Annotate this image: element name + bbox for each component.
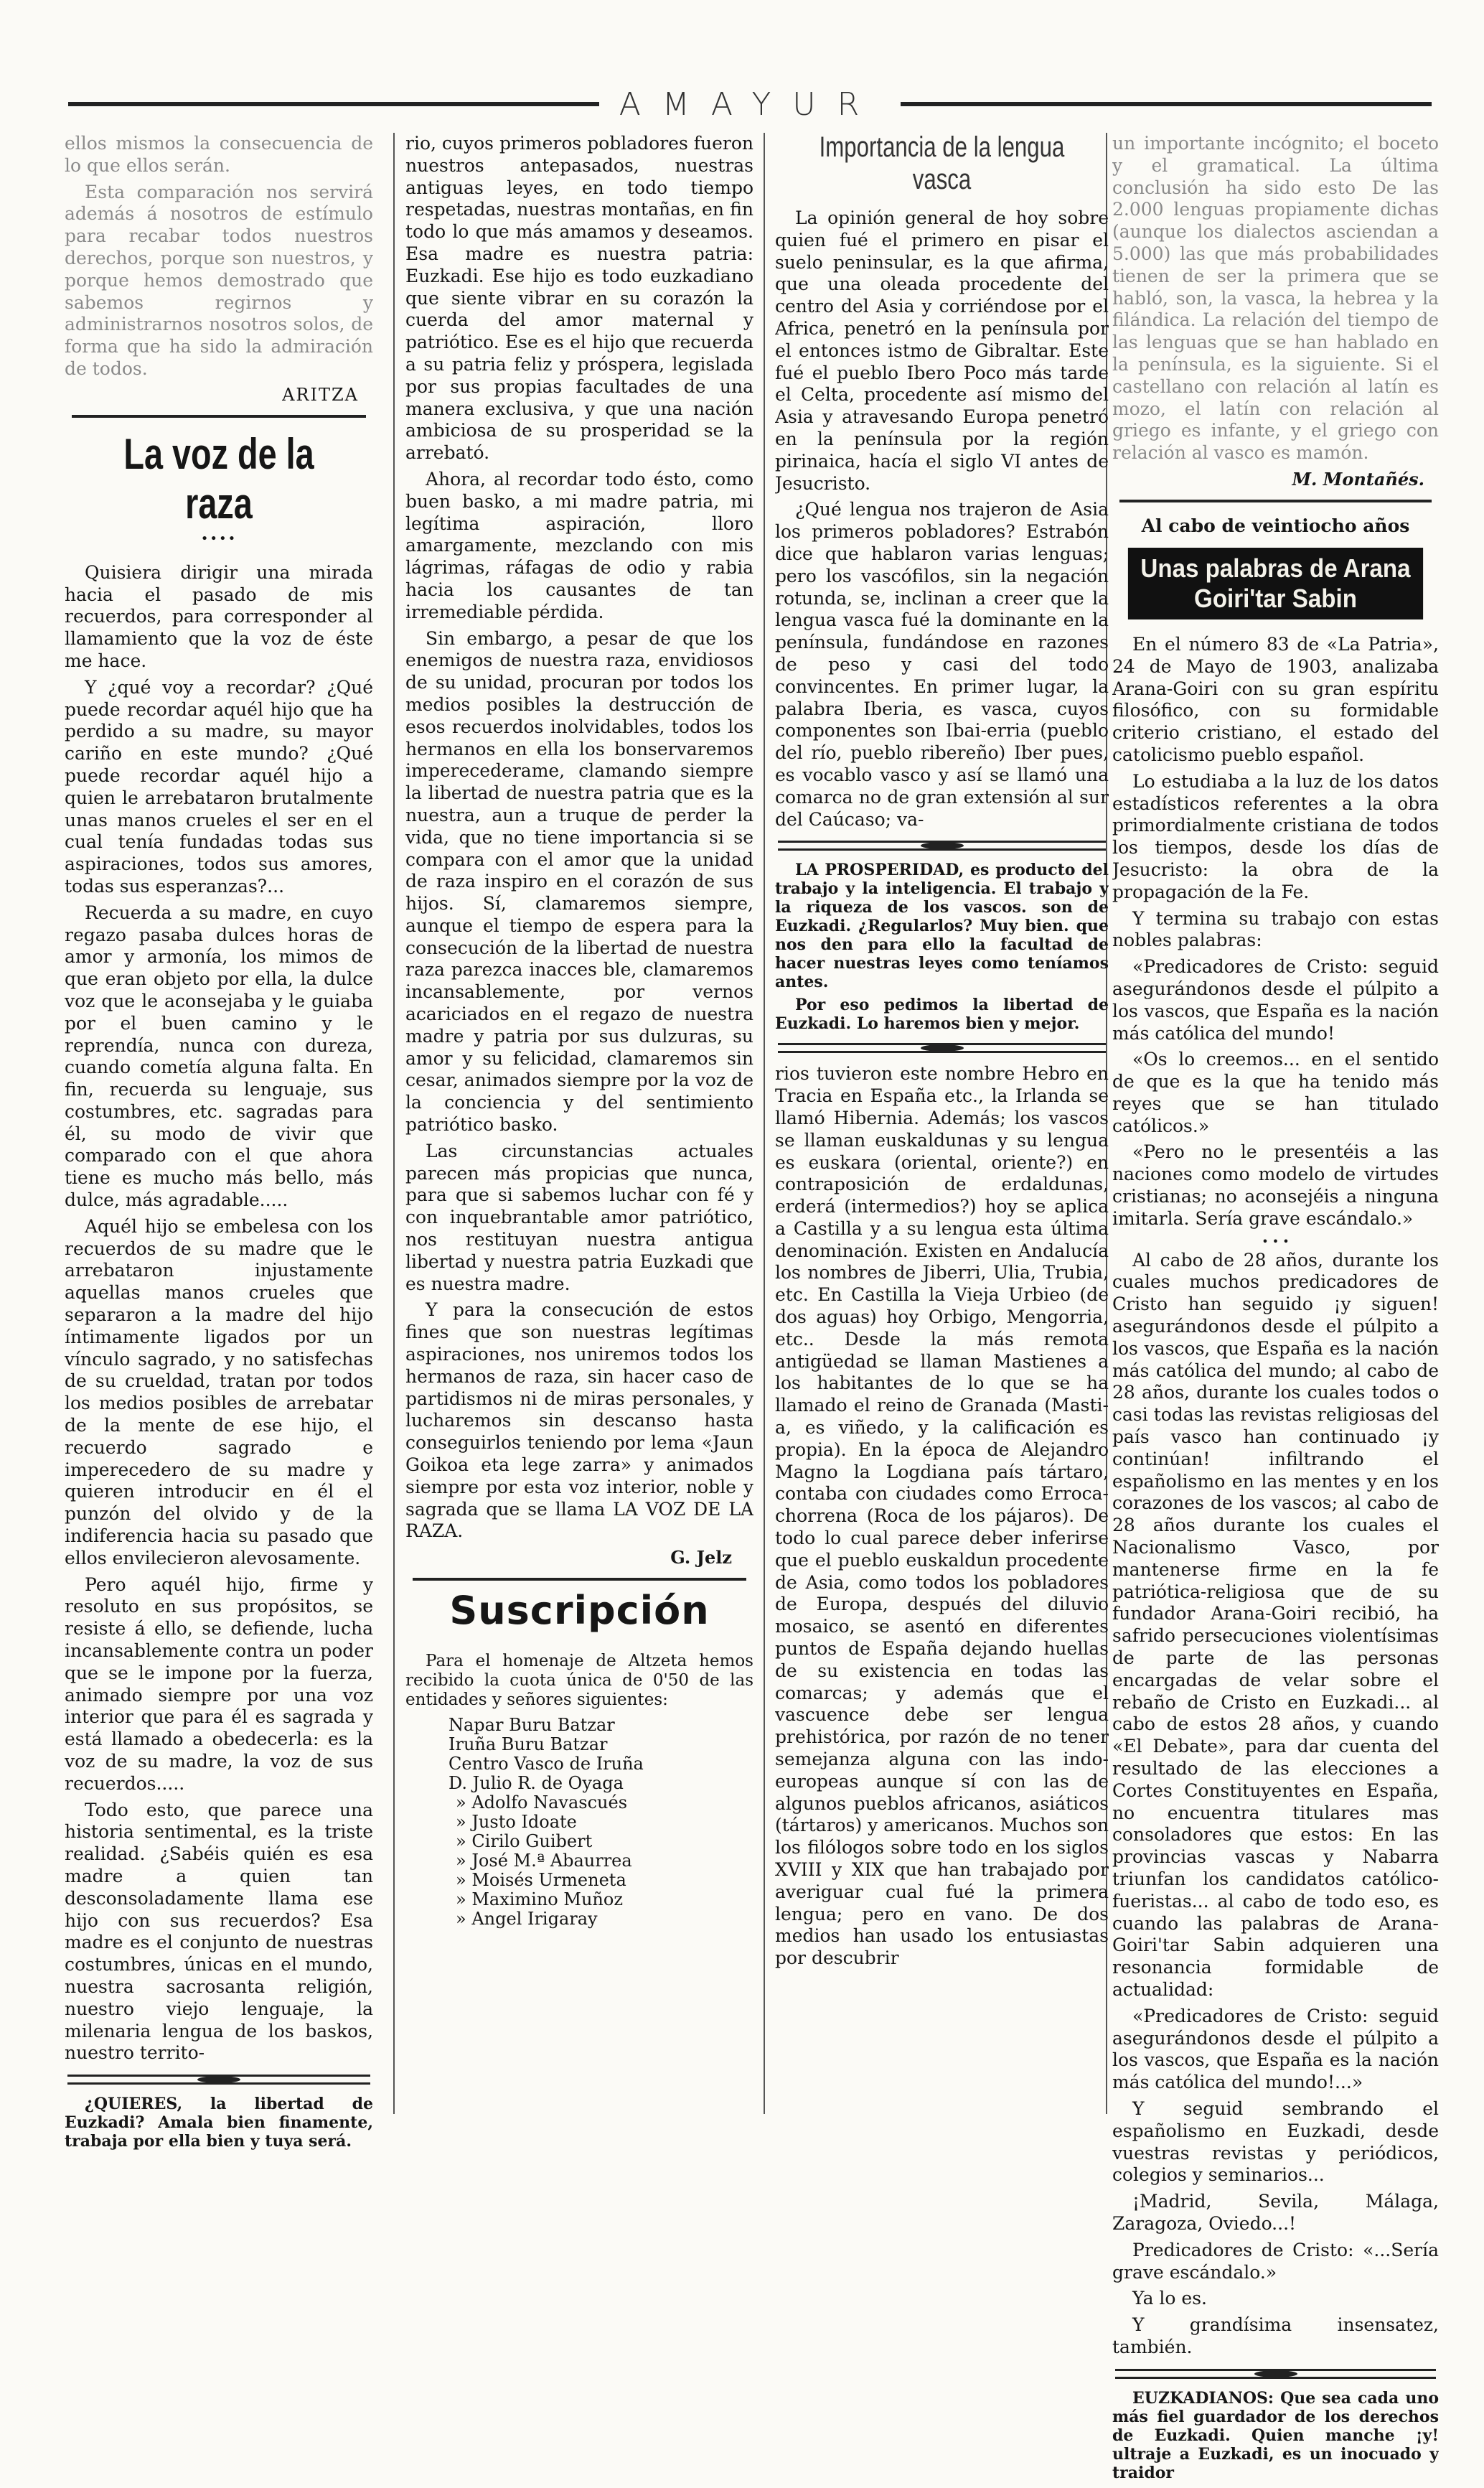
list-item: » Cirilo Guibert <box>456 1831 593 1852</box>
article-paragraph: Y para la consecución de estos fines que son nuestras legítimas aspiraciones, nos uniremos todos los hermanos de raza, sin hacer caso de partidismos ni de miras personales, y lucharemos sin descanso hasta conseguirlos teniendo por lema «Jaun Goikoa eta lege zarra» y animados siempre por esta voz interior, noble y sagrada que se llama LA VOZ DE LA RAZA. <box>405 1299 753 1542</box>
article-paragraph: Sin embargo, a pesar de que los enemigos de nuestra raza, envidiosos de su unidad, procuran por todos los medios posibles la destrucción de esos recuerdos inolvidables, todos los hermanos en ella los bonservaremos imperecederame, clamando siempre la libertad de nuestra patria que es la nuestra, aun a truque de perder la vida, que no tiene importancia si se compara con el amor que la unidad de raza inspiro en el corazón de sus hijos. Sí, clamaremos siempre, aunque el tiempo de espera para la consecución de la libertad de nuestra raza parezca inacces ble, clamaremos incansablemente, por vernos acariciados en el regazo de nuestra madre y patria por sus dulzuras, su amor y su felicidad, clamaremos sin cesar, animados siempre por la voz de la conciencia y del sentimiento patriótico basko. <box>405 627 753 1136</box>
ornamental-rule <box>1115 2369 1436 2379</box>
article-paragraph: «Predicadores de Cristo: seguid asegurándonos desde el púlpito a los vascos, que España es la nación más católica del mundo!...» <box>1112 2005 1439 2093</box>
article-paragraph: Quisiera dirigir una mirada hacia el pasado de mis recuerdos, para corresponder al llamamiento que la voz de éste me hace. <box>65 561 373 671</box>
article-paragraph: «Os lo creemos... en el sentido de que es la que ha tenido más reyes que se han titulado católicos.» <box>1112 1049 1439 1136</box>
subscription-list <box>449 1716 753 1929</box>
notice-text: Por eso pedimos la libertad de Euzkadi. Lo haremos bien y mejor. <box>775 996 1109 1034</box>
column-2 <box>405 133 753 1929</box>
boxed-notice <box>1112 2389 1439 2482</box>
divider <box>1119 500 1432 502</box>
boxed-notice <box>65 2095 373 2151</box>
subscription-intro: Para el homenaje de Altzeta hemos recibido la cuota única de 0'50 de las entidades y señores siguientes: <box>405 1652 753 1710</box>
article-paragraph: Esta comparación nos servirá además á nosotros de estímulo para recabar todos nuestros derechos, porque son nuestros, y porque hemos demostrado que sabemos regirnos y administrarnos nosotros solos, de forma que ha sido la admiración de todos. <box>65 181 373 379</box>
article-paragraph: La opinión general de hoy sobre quien fué el primero en pisar el suelo peninsular, es la que afirma, que una oleada procedente del centro del Asia y corriéndose por el Africa, penetró en la península por el entonces istmo de Gibraltar. Este fué el pueblo Ibero Poco más tarde el Celta, procedente así mismo del Asia y atravesando Europa penetró en la península por la región pirinaica, hacía el siglo VI antes de Jesucristo. <box>775 207 1109 494</box>
list-item: » Adolfo Navascués <box>456 1792 628 1813</box>
article-signature: G. Jelz <box>670 1547 732 1568</box>
column-divider <box>764 133 765 2114</box>
list-item: D. Julio R. de Oyaga <box>449 1773 624 1794</box>
column-divider <box>393 133 395 2114</box>
article-paragraph: Pero aquél hijo, firme y resoluto en sus propósitos, se resiste á ello, se defiende, lucha incansablemente contra un poder que se le impone por la fuerza, animado siempre por una voz interior que para él es sagrada y está llamado a obedecerla: es la voz de su madre, la voz de sus recuerdos..... <box>65 1573 373 1794</box>
article-signature: ARITZA <box>282 384 359 405</box>
article-kicker: Al cabo de veintiocho años <box>1141 515 1410 536</box>
list-item: » Moisés Urmeneta <box>456 1870 626 1891</box>
article-signature: M. Montañés. <box>1292 468 1424 490</box>
list-item: Centro Vasco de Iruña <box>449 1754 644 1774</box>
article-headline: Unas palabras de Arana Goiri'tar Sabin <box>1128 548 1423 619</box>
column-1 <box>65 133 373 2156</box>
list-item: » Angel Irigaray <box>456 1909 598 1930</box>
article-paragraph: Las circunstancias actuales parecen más propicias que nunca, para que si sabemos luchar con fé y con inquebrantable amor patriótico, nos restituyan nuestra antigua libertad y nuestra patria Euzkadi que es nuestra madre. <box>405 1140 753 1294</box>
article-paragraph: «Predicadores de Cristo: seguid asegurándonos desde el púlpito a los vascos, que España es la nación más católica del mundo! <box>1112 956 1439 1044</box>
article-paragraph: Ya lo es. <box>1132 2288 1207 2309</box>
article-paragraph: Y seguid sembrando el españolismo en Euzkadi, desde vuestras revistas y periódicos, colegios y seminarios... <box>1112 2098 1439 2186</box>
column-4 <box>1112 133 1439 2488</box>
article-headline: La voz de la raza <box>123 429 314 528</box>
divider <box>413 1578 746 1581</box>
notice-text: LA PROSPERIDAD, es producto del trabajo y la inteligencia. El trabajo y la riqueza de los vascos. son de Euzkadi. ¿Regularlos? Muy bien. que nos den para ello la facultad de hacer nuestras leyes como teníamos antes. <box>775 861 1109 992</box>
article-headline: Importancia de la lengua vasca <box>819 133 1065 195</box>
article-paragraph: Aquél hijo se embelesa con los recuerdos de su madre que le arrebataron injustamente aquellas manos crueles que separaron a la madre del hijo íntimamente ligados por un vínculo sagrado, y no satisfechas de su crueldad, tratan por todos los medios posibles de arrebatar de la mente de ese hijo, el recuerdo sagrado e imperecedero de su madre y quieren introducir en él el punzón del olvido y de la indiferencia hacia su pasado que ellos envilecieron alevosamente. <box>65 1215 373 1568</box>
notice-text: ¿QUIERES, la libertad de Euzkadi? Amala bien finamente, trabaja por ella bien y tuya será. <box>65 2095 373 2151</box>
ornamental-rule <box>67 2075 370 2085</box>
article-paragraph: un importante incógnito; el boceto y el gramatical. La última conclusión ha sido esto De las 2.000 lenguas propiamente dichas (aunque los dialectos asciendan a 5.000) las que más probabilidades tienen de ser la primera que se habló, son, la vasca, la hebrea y la filándica. La relación del tiempo de las lenguas que se han hablado en la península, es la siguiente. Si el castellano con relación al latín es mozo, el latín con relación al griego es infante, y el griego con relación al vasco es mamón. <box>1112 133 1439 464</box>
masthead-title: AMAYUR <box>619 86 881 123</box>
article-paragraph: Al cabo de 28 años, durante los cuales muchos predicadores de Cristo han seguido ¡y siguen! asegurándonos desde el púlpito a los vascos, que España es la nación más católica del mundo; al cabo de 28 años, durante los cuales todos o casi todas las revistas religiosas del país vasco han continuado ¡y continúan! infiltrando el españolismo en las mentes y en los corazones de los vascos; al cabo de 28 años durante los cuales el Nacionalismo Vasco, por mantenerse firme en la fe patriótica-religiosa que de su fundador Arana-Goiri recibió, ha safrido persecuciones violentísimas de parte de las personas encargadas de velar sobre el rebaño de Cristo en Euzkadi... al cabo de estos 28 años, y cuando «El Debate», para dar cuenta del resultado de las elecciones a Cortes Constituyentes en España, no encuentra titulares mas consoladores que estos: En las provincias vascas y Nabarra triunfan los candidatos católico-fueristas... al cabo de todo eso, es cuando las palabras de Arana-Goiri'tar Sabin adquieren una resonancia formidable de actualidad: <box>1112 1249 1439 2000</box>
article-paragraph: Predicadores de Cristo: «...Sería grave escándalo.» <box>1112 2239 1439 2283</box>
article-paragraph: En el número 83 de «La Patria», 24 de Mayo de 1903, analizaba Arana-Goiri con su gran espíritu filosófico, con su formidable criterio cristiano, el estado del catolicismo pueblo español. <box>1112 633 1439 765</box>
article-paragraph: ellos mismos la consecuencia de lo que ellos serán. <box>65 133 373 176</box>
ornament: •••• <box>200 530 238 546</box>
ornamental-rule <box>778 1043 1106 1053</box>
list-item: » Maximino Muñoz <box>456 1889 623 1910</box>
article-paragraph: ¿Qué lengua nos trajeron de Asia los primeros pobladores? Estrabón dice que hablaron varias lenguas; pero los vascófilos, sin la negación rotunda, se, inclinan a creer que la lengua vasca fué la dominante en la península, fundándose en razones de peso y casi del todo convincentes. En primer lugar, la palabra Iberia, es vasca, cuyos componentes son Ibai-erria (pueblo del río, pueblo ribereño) Iber pues, es vocablo vasco y así se llamó una comarca no de gran extensión al sur del Caúcaso; va- <box>775 499 1109 830</box>
article-paragraph: rio, cuyos primeros pobladores fueron nuestros antepasados, nuestras antiguas leyes, en todo tiempo respetadas, nuestras montañas, en fin todo lo que más amamos y deseamos. Esa madre es nuestra patria: Euzkadi. Ese hijo es todo euzkadiano que siente vibrar en su corazón la cuerda del amor maternal y patriótico. Ese es el hijo que recuerda a su patria feliz y próspera, legislada por sus propias facultades de una manera exclusiva, y que una nación ambiciosa de su prosperidad se la arrebató. <box>405 133 753 464</box>
article-paragraph: Y termina su trabajo con estas nobles palabras: <box>1112 907 1439 951</box>
article-paragraph: Y grandísima insensatez, también. <box>1112 2314 1439 2357</box>
article-paragraph: Todo esto, que parece una historia sentimental, es la triste realidad. ¿Sabéis quién es esa madre a quien tan desconsoladamente llama ese hijo con sus recuerdos? Esa madre es el conjunto de nuestras costumbres, únicas en el mundo, nuestra sacrosanta religión, nuestro viejo lenguaje, la milenaria lengua de los baskos, nuestro territo- <box>65 1799 373 2064</box>
list-item: Napar Buru Batzar <box>449 1715 615 1736</box>
notice-text: EUZKADIANOS: Que sea cada uno más fiel guardador de los derechos de Euzkadi. Quien manche ¡y! ultraje a Euzkadi, es un inocuado y traidor <box>1112 2388 1439 2482</box>
ornament: • • • <box>1262 1234 1290 1248</box>
article-paragraph: Y ¿qué voy a recordar? ¿Qué puede recordar aquél hijo que ha perdido a su madre, su mayor cariño en este mundo? ¿Qué puede recordar aquél hijo a quien le arrebataron brutalmente unas manos crueles el ser en el cual tenía fundadas todas sus aspiraciones, todos sus amores, todas sus esperanzas?... <box>65 676 373 897</box>
column-3 <box>775 133 1109 1974</box>
masthead <box>68 86 1432 129</box>
boxed-notice <box>775 861 1109 1033</box>
article-paragraph: rios tuvieron este nombre Hebro en Tracia en España etc., la Irlanda se llamó Hibernia. Además; los vascos se llaman euskaldunas y su lengua es euskara (oriental, oriente?) en contraposición de erdaldunas, erderá (intermedios?) hoy se aplica a Castilla y a su lengua esta última denominación. Existen en Andalucía los nombres de Jiberri, Ulia, Trubia, etc. En Castilla la Vieja Urbieo (de dos aguas) hoy Orbigo, Mengorria, etc.. Desde la más remota antigüedad se llaman Mastienes a los habitantes de lo que se ha llamado el reino de Granada (Masti-a, es viñedo, y la calificación es propia). En la época de Alejandro Magno la Logdiana país tártaro, contaba con ciudades como Erroca-chorrena (Roca de los pájaros). De todo lo cual parece deber inferirse que el pueblo euskaldun procedente de Asia, como todos los pobladores de Europa, después del diluvio mosaico, se asentó en diferentes puntos de España dejando huellas de su existencia en todas las comarcas; y además que el vascuence debe ser lengua prehistórica, por razón de no tener semejanza alguna con las indo-europeas aunque sí con las de algunos pueblos africanos, asiáticos (tártaros) y americanos. Muchos son los filólogos sobre todo en los siglos XVIII y XIX que han trabajado por averiguar cual fué la primera lengua; pero en vano. De dos medios han usado los entusiastas por descubrir <box>775 1063 1109 1969</box>
masthead-rule-right <box>901 102 1432 106</box>
article-paragraph: ¡Madrid, Sevila, Málaga, Zaragoza, Oviedo...! <box>1112 2191 1439 2234</box>
list-item: Iruña Buru Batzar <box>449 1734 608 1755</box>
ornamental-rule <box>778 841 1106 851</box>
article-paragraph: «Pero no le presentéis a las naciones como modelo de virtudes cristianas; no aconsejéis a ninguna imitarla. Sería grave escándalo.» <box>1112 1141 1439 1229</box>
list-item: » Justo Idoate <box>456 1812 577 1833</box>
article-paragraph: Ahora, al recordar todo ésto, como buen basko, a mi madre patria, mi legítima aspiración, lloro amargamente, mezclando con mis lágrimas, ráfagas de odio y rabia hacia los causantes de tan irremediable pérdida. <box>405 468 753 622</box>
article-paragraph: Recuerda a su madre, en cuyo regazo pasaba dulces horas de amor y armonía, los mimos de que eran objeto por ella, la dulce voz que le aconsejaba y le guiaba por el buen camino y le reprendía, nunca con dureza, cuando cometía alguna falta. En fin, recuerda su lenguaje, sus costumbres, etc. sagradas para él, su modo de vivir que comparado con el que ahora tiene es mucho más bello, más dulce, más agradable..... <box>65 902 373 1211</box>
divider <box>72 415 366 418</box>
article-paragraph: Lo estudiaba a la luz de los datos estadísticos referentes a la obra primordialmente cristiana de todos los tiempos, desde los días de Jesucristo: la obra de la propagación de la Fe. <box>1112 770 1439 902</box>
section-headline: Suscripción <box>449 1588 710 1634</box>
list-item: » José M.ª Abaurrea <box>456 1851 632 1871</box>
